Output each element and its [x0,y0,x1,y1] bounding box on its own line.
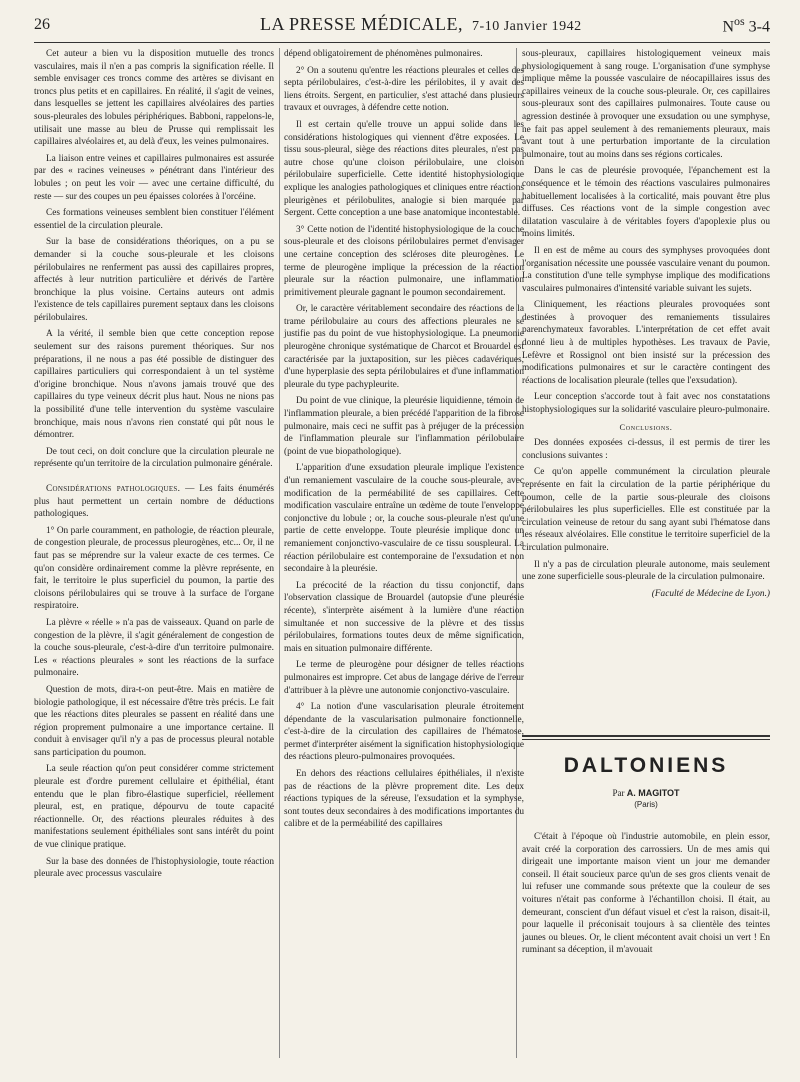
byline [522,788,770,798]
paragraph: La liaison entre veines et capillaires pulmonaires est assurée par des « racines veineuses » pénétrant dans l'intérieur des lobules ; on peut les voir — avec une certaine difficulté, du reste — sur des coupes un peu épaisses colorées à l'orcéine. [34,153,274,202]
header-rule [34,42,770,43]
paragraph: Ce qu'on appelle communément la circulation pleurale représente en fait la circulation de la partie périphérique du poumon, celle de la partie sous-pleurale des cloisons périlobulaires les plus superficielles. Elle est constituée par la circulation veineuse de retour du sang ayant subi l'hématose dans les réseaux alvéolaires. Elle constitue le territoire superficiel de la circulation pulmonaire. [522,467,770,553]
author-place: (Paris) [634,800,658,809]
section-lead: Considérations pathologiques. [46,484,181,494]
byline-prefix: Par [612,788,627,798]
paragraph [34,483,274,521]
paragraph: 1° On parle couramment, en pathologie, de réaction pleurale, de congestion pleurale, de processus pleurogènes, etc... Or, il ne faut pas se méprendre sur la valeur exacte de ces termes. Ce qu'on considère ordinairement comme la plèvre représente, en fait, le territoire le plus superficiel du poumon, la partie des cloisons périlobulaires qui se trouve à la surface de l'organe respiratoire. [34,525,274,612]
author-name: A. MAGITOT [626,788,680,798]
column-divider-1 [279,48,280,1058]
paragraph: Cliniquement, les réactions pleurales provoquées sont destinées à provoquer des remaniements tissulaires parenchymateux favorables. L'interprétation de cet effet avait donné lieu à de multiples hypothèses. Les travaux de Pavie, Lefèvre et Rossignol ont bien insisté sur la précession des modifications pulmonaires et sur le caractère contingent des réactions de localisation pleurale (telles que l'exsudation). [522,300,770,386]
paragraph: A la vérité, il semble bien que cette conception repose seulement sur des raisons purement théoriques. Sur nos préparations, il ne nous a pas été possible de distinguer des capillaires particuliers qui correspondaient à un tel système d'origine bronchique. Nous n'avons jamais trouvé que des capillaires du type veineux décrit plus haut. Nous ne nions pas la possibilité d'une telle intervention du système vasculaire bronchique, mais nous n'avons rien constaté qui pût nous le démontrer. [34,329,274,441]
paragraph: Il en est de même au cours des symphyses provoquées dont l'organisation nécessite une poussée vasculaire venant du poumon. La constitution d'une telle symphyse implique des modifications vasculaires pulmonaires d'intensité variable suivant les sujets. [522,245,770,294]
paragraph: 2° On a soutenu qu'entre les réactions pleurales et celles des septa périlobulaires, c'est-à-dire les périlobites, il y avait des liens étroits. Sergent, en particulier, s'est attaché dans plusieurs travaux et ouvrages, à défendre cette notion. [284,65,524,114]
paragraph: Il est certain qu'elle trouve un appui solide dans les considérations histologiques qui viennent d'être exposées. Le tissu sous-pleural, siège des réactions dites pleurales, n'est pas autre chose qu'une cloison périlobulaire, une cloison périlobulaire superficielle. Cette identité histophysiologique explique les analogies pathologiques et cliniques entre réactions pleurigènes et périlobulites, analogie si bien marquée par Sergent. Cette conception a une base anatomique incontestable. [284,119,524,219]
issue-number [722,14,770,36]
paragraph: L'apparition d'une exsudation pleurale implique l'existence d'un remaniement vasculaire de la couche sous-pleurale, avec modification de la perméabilité de ses capillaires. Cette modification vasculaire entraîne un œdème de toute l'enveloppe conjonctive du lobule ; or, la couche sous-pleurale n'est qu'une partie de cette enveloppe. Toute pleurésie implique donc un remaniement conjonctivo-vasculaire de ce tissu souspleural. La réaction périlobulaire est contemporaine de l'exsudation et non secondaire à la pleurésie. [284,463,524,575]
article-body [522,831,770,957]
article-daltoniens [522,735,770,957]
conclusions-heading: Conclusions. [619,421,673,432]
paragraph: La seule réaction qu'on peut considérer comme strictement pleurale est d'ordre purement cellulaire et épithélial, étant entendu que le plan fibro-élastique superficiel, réellement pleural, est, en pratique, dépourvu de toute capacité réactionnelle. Or, des réactions pleurales réduites à des manifestations seulement épithéliales sont sans intérêt du point de vue clinique pratique. [34,764,274,851]
paragraph: En dehors des réactions cellulaires épithéliales, il n'existe pas de réactions de la plèvre proprement dite. Les deux réactions typiques de la séreuse, l'exsudation et la symphyse, sont toutes deux secondaires à des modifications importantes du calibre et de la perméabilité des capillaires [284,769,524,830]
paragraph: Des données exposées ci-dessus, il est permis de tirer les conclusions suivantes : [522,438,770,461]
paragraph: Leur conception s'accorde tout à fait avec nos constatations histophysiologiques sur la solidarité vasculaire pleuro-pulmonaire. [522,392,770,416]
paragraph: Du point de vue clinique, la pleurésie liquidienne, témoin de l'inflammation pleurale, a bien précédé l'apparition de la fibrose pulmonaire, mais ceci ne suffit pas à préjuger de la précession de l'inflammation pleurale sur l'inflammation périlobulaire (point de vue biopathologique). [284,396,524,457]
paragraph: La précocité de la réaction du tissu conjonctif, dans l'observation classique de Brouardel (autopsie d'une pleurésie récente), s'interprète aisément à la lumière d'une réaction simultanée et non successive de la plèvre et des tissus périlobulaires, formations toutes deux de même signification, mais en situation pulmonaire différente. [284,580,524,654]
paragraph: De tout ceci, on doit conclure que la circulation pleurale ne représente qu'un territoire de la circulation pulmonaire générale. [34,446,274,470]
paragraph: 4° La notion d'une vascularisation pleurale étroitement dépendante de la vascularisation pulmonaire fonctionnelle, c'est-à-dire de la circulation des capillaires de l'hématose, permet d'interpréter aisément la signification histophysiologique des réactions pleuro-pulmonaires provoquées. [284,702,524,763]
column-2 [284,48,524,1058]
article-title: DALTONIENS [563,754,729,777]
paragraph: Cet auteur a bien vu la disposition mutuelle des troncs vasculaires, mais il n'en a pas compris la signification réelle. Il semble envisager ces troncs comme des artères se divisant en troncs plus petits et en capillaires. En réalité, il s'agit de veines, dans lesquelles se jettent les capillaires alvéolaires des parties sous-pleurales des lobules périphériques. Babboni, rappelons-le, utilisait une masse au bleu de Prusse qui remplissait les capillaires alvéolaires et, au delà d'eux, les veines pulmonaires. [34,49,274,148]
issue-date: 7-10 Janvier 1942 [472,19,582,34]
page-header [34,14,770,40]
journal-name: LA PRESSE MÉDICALE, [260,14,464,34]
issue-prefix: N [722,18,734,36]
article-rule-thin [522,739,770,740]
paragraph-text: — Les faits énumérés plus haut permettent un certain nombre de déductions pathologiques. [34,484,274,520]
issue-value: 3-4 [748,18,770,36]
paragraph: Sur la base des données de l'histophysiologie, toute réaction pleurale avec processus vasculaire [34,856,274,880]
paragraph: La plèvre « réelle » n'a pas de vaisseaux. Quand on parle de congestion de la plèvre, il s'agit généralement de congestion de la couche sous-pleurale, c'est-à-dire d'un territoire pulmonaire. Les « réactions pleurales » sont les réactions de la surface pulmonaire. [34,617,274,679]
article-rule [522,735,770,737]
paragraph: Le terme de pleurogène pour désigner de telles réactions pulmonaires est impropre. Cet abus de langage dérive de l'erreur d'attribuer à la plèvre une autonomie conjonctivo-vasculaire. [284,660,524,696]
paragraph: Question de mots, dira-t-on peut-être. Mais en matière de biologie pathologique, il est nécessaire d'être très précis. Le fait que les réactions dites pleurales se passent en réalité dans une région proprement pulmonaire a une importance certaine. Il conduit à envisager qu'il n'y a pas de processus pleural notable sans participation du poumon. [34,684,274,758]
affiliation: (Faculté de Médecine de Lyon.) [651,588,770,599]
page-number: 26 [34,16,50,33]
paragraph: sous-pleuraux, capillaires histologiquement veineux mais physiologiquement à sang rouge. L'organisation d'une symphyse implique même la poussée vasculaire de néocapillaires issus des capillaires veineux de la couche sous-pleurale. Or, ces capillaires sous-pleuraux sont des capillaires pulmonaires. Toute cause ou agression destinée à provoquer une exsudation ou une symphyse, ne fait pas appel seulement à des remaniements pleuraux, mais avant tout à une perturbation importante de la circulation pulmonaire, tout au moins dans ses régions corticales. [522,49,770,160]
column-1 [34,48,274,1068]
issue-sup: os [734,14,745,28]
column-3 [522,48,770,604]
journal-title [260,14,582,35]
paragraph: dépend obligatoirement de phénomènes pulmonaires. [284,49,483,59]
paragraph: Dans le cas de pleurésie provoquée, l'épanchement est la conséquence et le témoin des réactions vasculaires pulmonaires habituellement localisées à la corticalité, mais pouvant être plus diffuses. Ces réactions vont de la simple congestion avec dilatation vasculaire à de véritables foyers d'apoplexie plus ou moins limités. [522,166,770,240]
paragraph: Il n'y a pas de circulation pleurale autonome, mais seulement une zone superficielle sous-pleurale de la circulation pulmonaire. [522,559,770,583]
paragraph: Ces formations veineuses semblent bien constituer l'élément essentiel de la circulation pleurale. [34,208,274,231]
paragraph: 3° Cette notion de l'identité histophysiologique de la couche sous-pleurale et des cloisons périlobulaires permet d'envisager une certaine conception des scléroses dite pleurogènes. Le terme de pleurogène implique la précession de la réaction pleurale sur la réaction pulmonaire, une inflammation primitivement pleurale gagnant le poumon secondairement. [284,224,524,298]
paragraph: C'était à l'époque où l'industrie automobile, en plein essor, avait créé la corporation des carrossiers. Un de mes amis qui dirigeait une importante maison vient un jour me demander conseil. Il était soucieux parce qu'un de ses gros clients venait de lui refuser une commande sous prétexte que la couleur de ses voitures n'était pas conforme à l'échantillon choisi. Il était, au demeurant, conscient d'un défaut visuel et c'est la raison, disait-il, pour laquelle il préconisait toujours à sa clientèle des teintes jaunes ou bleues. Or, le client mécontent avait choisi un vert ! En ruminant sa déception, il m'avouait [522,832,770,956]
paragraph: Or, le caractère véritablement secondaire des réactions de la trame périlobulaire au cours des affections pleurales ne se justifie pas du point de vue histophysiologique. La pneumonie pleurogène chronique systématique de Charcot et Brouardel est caractérisée par la juxtaposition, sur les pièces cadavériques, d'une hyperplasie des septa périlobulaires et d'une inflammation pleurale du type pachypleurite. [284,304,524,390]
paragraph: Sur la base de considérations théoriques, on a pu se demander si la couche sous-pleurale et les cloisons périlobulaires ne renferment pas aussi des capillaires propres, affectés à leur nutrition particulière et dérivés de l'artère bronchique la plus voisine. Certains auteurs ont admis l'existence de tels capillaires purement septaux dans les cloisons périlobulaires. [34,237,274,323]
